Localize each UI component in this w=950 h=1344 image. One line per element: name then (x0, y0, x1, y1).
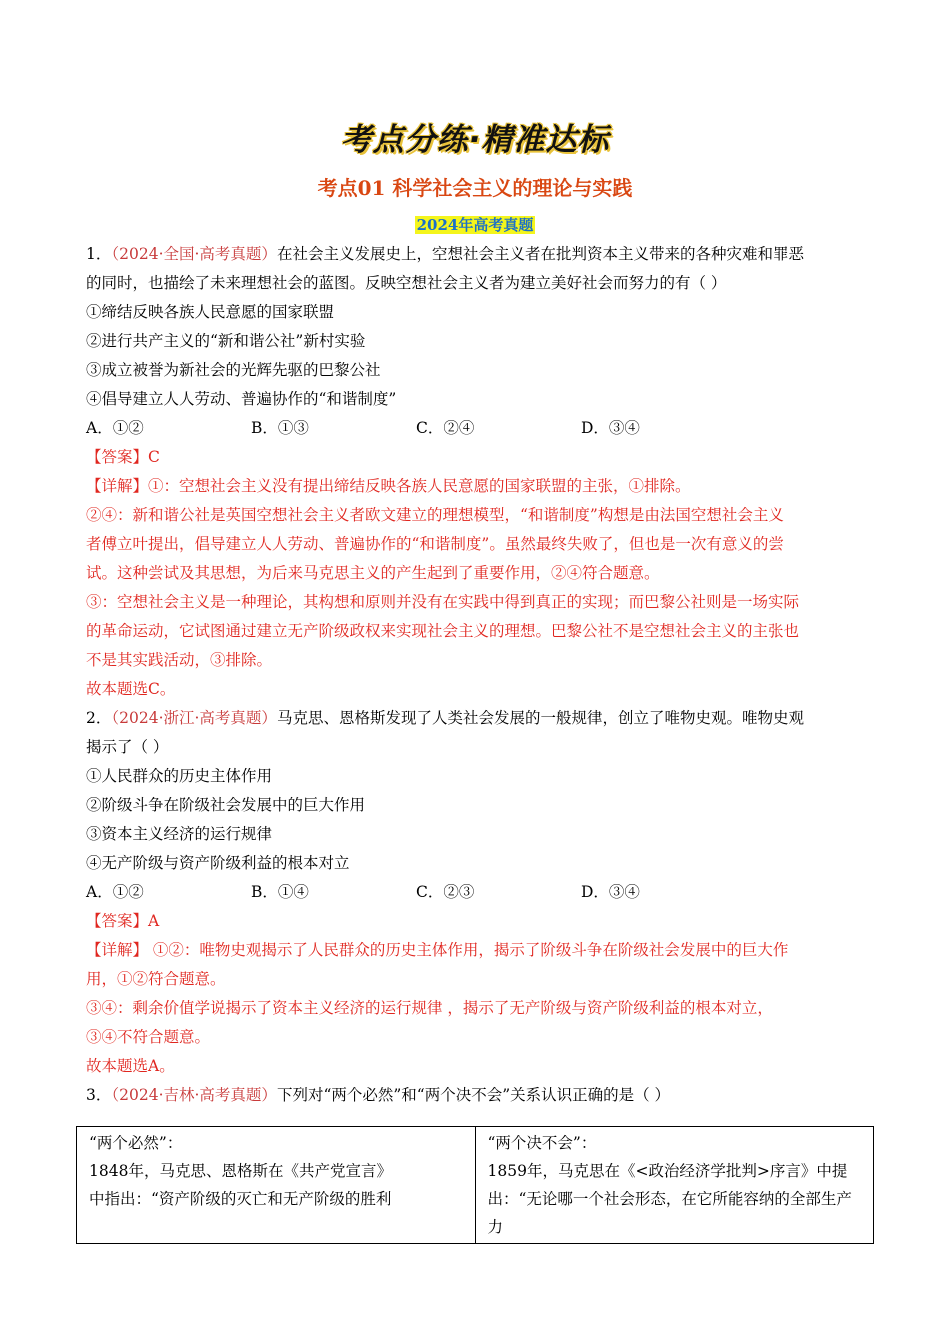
option-a: A．①② (86, 419, 144, 437)
stem-line: 在社会主义发展史上，空想社会主义者在批判资本主义带来的各种灾难和罪恶 (276, 245, 804, 263)
analysis-conclusion: 故本题选C。 (86, 680, 176, 698)
choice-item: ①人民群众的历史主体作用 (86, 767, 273, 785)
subtitle (0, 214, 950, 235)
cell-line: 出：“无论哪一个社会形态，在它所能容纳的全部生产力 (487, 1190, 852, 1236)
stem-line: 马克思、恩格斯发现了人类社会发展的一般规律，创立了唯物史观。唯物史观 (276, 709, 804, 727)
option-c: C．②④ (416, 419, 475, 437)
cell-line: 1848年，马克思、恩格斯在《共产党宣言》 (89, 1162, 392, 1180)
option-c: C．②③ (416, 883, 475, 901)
choice-item: ①缔结反映各族人民意愿的国家联盟 (86, 303, 335, 321)
question-stem (86, 240, 864, 269)
subtitle-highlight: 2024年高考真题 (416, 216, 534, 234)
question-stem (86, 704, 864, 733)
analysis-line: 者傅立叶提出，倡导建立人人劳动、普遍协作的“和谐制度”。虽然最终失败了，但也是一次有意义的尝 (86, 535, 784, 553)
page-title: 考点01 科学社会主义的理论与实践 (317, 176, 633, 200)
section-banner: 考点分练·精准达标 (340, 122, 610, 158)
analysis-line: 【详解】①：空想社会主义没有提出缔结反映各族人民意愿的国家联盟的主张，①排除。 (86, 477, 691, 495)
analysis-line: ③：空想社会主义是一种理论，其构想和原则并没有在实践中得到真正的实现；而巴黎公社则是一场实际 (86, 593, 800, 611)
option-d: D．③④ (581, 419, 640, 437)
question-number: 2． (86, 709, 112, 727)
choice-item: ③成立被誉为新社会的光辉先驱的巴黎公社 (86, 361, 381, 379)
cell-line: 中指出：“资产阶级的灭亡和无产阶级的胜利 (89, 1190, 392, 1208)
table-row (77, 1127, 874, 1244)
option-d: D．③④ (581, 883, 640, 901)
choice-item: ④倡导建立人人劳动、普遍协作的“和谐制度” (86, 390, 397, 408)
analysis-line: 不是其实践活动，③排除。 (86, 651, 273, 669)
analysis-line: ②④：新和谐公社是英国空想社会主义者欧文建立的理想模型，“和谐制度”构想是由法国空想社会主义 (86, 506, 784, 524)
answer-options (86, 414, 864, 443)
answer: 【答案】C (86, 448, 160, 466)
question-content (86, 240, 864, 1110)
answer-options (86, 878, 864, 907)
option-b: B．①③ (251, 419, 309, 437)
cell-line: 1859年，马克思在《<政治经济学批判>序言》中提 (487, 1162, 848, 1180)
question-number: 1． (86, 245, 112, 263)
cell-line: “两个必然”： (89, 1134, 183, 1152)
stem-line: 的同时，也描绘了未来理想社会的蓝图。反映空想社会主义者为建立美好社会而努力的有（ ） (86, 274, 727, 292)
question-number: 3． (86, 1086, 112, 1104)
stem-line: 揭示了（ ） (86, 738, 169, 756)
stem-line: 下列对“两个必然”和“两个决不会”关系认识正确的是（ ） (276, 1086, 671, 1104)
analysis-conclusion: 故本题选A。 (86, 1057, 175, 1075)
choice-item: ②阶级斗争在阶级社会发展中的巨大作用 (86, 796, 366, 814)
option-a: A．①② (86, 883, 144, 901)
answer: 【答案】A (86, 912, 160, 930)
comparison-table (76, 1126, 874, 1244)
question-source: （2024·吉林·高考真题） (111, 1086, 277, 1104)
question-stem (86, 1081, 864, 1110)
table-cell-left (77, 1127, 476, 1244)
analysis-line: 【详解】 ①②：唯物史观揭示了人民群众的历史主体作用，揭示了阶级斗争在阶级社会发展中的巨大作 (86, 941, 789, 959)
choice-item: ②进行共产主义的“新和谐公社”新村实验 (86, 332, 366, 350)
question-source: （2024·浙江·高考真题） (111, 709, 277, 727)
analysis-line: 用，①②符合题意。 (86, 970, 226, 988)
question-source: （2024·全国·高考真题） (111, 245, 277, 263)
cell-line: “两个决不会”： (487, 1134, 597, 1152)
analysis-line: 的革命运动，它试图通过建立无产阶级政权来实现社会主义的理想。巴黎公社不是空想社会主义的主张也 (86, 622, 800, 640)
choice-item: ④无产阶级与资产阶级利益的根本对立 (86, 854, 350, 872)
analysis-line: ③④：剩余价值学说揭示了资本主义经济的运行规律 ，揭示了无产阶级与资产阶级利益的根本对立， (86, 999, 773, 1017)
table-cell-right (475, 1127, 874, 1244)
choice-item: ③资本主义经济的运行规律 (86, 825, 273, 843)
analysis-line: 试。这种尝试及其思想，为后来马克思主义的产生起到了重要作用，②④符合题意。 (86, 564, 660, 582)
analysis-line: ③④不符合题意。 (86, 1028, 211, 1046)
option-b: B．①④ (251, 883, 309, 901)
